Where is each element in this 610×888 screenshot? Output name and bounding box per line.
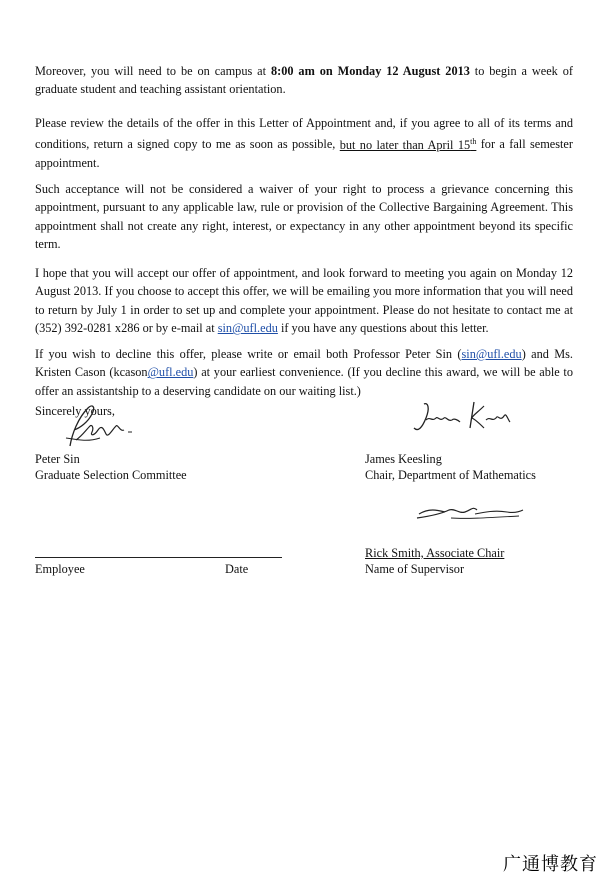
- paragraph-decline: [35, 345, 573, 400]
- email-link-sin-2[interactable]: sin@ufl.edu: [461, 347, 522, 361]
- employee-label: Employee: [35, 562, 85, 576]
- p5-text-c: ) at your earliest convenience. (If you decline this award, we will be able to offer an assistantship to a deserving candidate on our waiting list.): [35, 365, 573, 398]
- employee-signature-line: [35, 557, 282, 558]
- p2-text-b: for a fall semester appointment.: [35, 137, 573, 170]
- p5-text-b: ) and Ms. Kristen Cason (kcason: [35, 347, 573, 380]
- p1-bold-date: 8:00 am on Monday 12 August 2013: [270, 64, 470, 78]
- p1-text-b: to begin a week of graduate student and teaching assistant orientation.: [35, 64, 573, 97]
- left-signer-title: Graduate Selection Committee: [35, 468, 187, 482]
- paragraph-review-offer: [35, 114, 573, 172]
- p5-text-a: If you wish to decline this offer, please write or email both Professor Peter Sin (: [35, 347, 462, 361]
- right-signer-name: James Keesling: [365, 452, 442, 466]
- paragraph-orientation: [35, 62, 573, 99]
- p2-deadline: [340, 138, 477, 152]
- signature-peter-sin: [58, 400, 144, 452]
- left-signer-name: Peter Sin: [35, 452, 80, 466]
- p2-deadline-text: but no later than April 15: [339, 137, 471, 152]
- p4-text-b: if you have any questions about this letter.: [277, 321, 489, 336]
- date-label: Date: [225, 562, 249, 576]
- signature-james-keesling: [410, 398, 520, 438]
- email-link-sin[interactable]: sin@ufl.edu: [217, 321, 278, 336]
- p2-deadline-sup: th: [470, 136, 477, 146]
- email-link-cason[interactable]: @ufl.edu: [147, 365, 194, 380]
- paragraph-hope-accept: [35, 264, 573, 338]
- closing: Sincerely yours,: [35, 404, 115, 418]
- p4-text-a: I hope that you will accept our offer of appointment, and look forward to meeting you again on Monday 12 August 2013. If you choose to accept this offer, we will be emailing you more information that you will need to return by July 1 in order to set up and complete your appointment. Please do not hesitate to contact me at (352) 392-0281 x286 or by e-mail at: [35, 266, 573, 336]
- signature-rick-smith: [415, 500, 525, 524]
- supervisor-label: Name of Supervisor: [365, 562, 465, 576]
- p2-text-a: Please review the details of the offer in this Letter of Appointment and, if you agree to all of its terms and conditions, return a signed copy to me as soon as possible,: [35, 116, 573, 152]
- watermark-logo: 广通博教育: [503, 854, 598, 875]
- p3-text: Such acceptance will not be considered a waiver of your right to process a grievance concerning this appointment, pursuant to any applicable law, rule or provision of the Collective Bargaining Agreement. This appointment shall not create any right, interest, or expectancy in any other appointment beyond its specific term.: [35, 182, 573, 252]
- right-signer-title: Chair, Department of Mathematics: [365, 468, 536, 482]
- p1-text-a: Moreover, you will need to be on campus at: [35, 64, 271, 78]
- supervisor-name: Rick Smith, Associate Chair: [365, 546, 505, 560]
- paragraph-acceptance-waiver: [35, 180, 573, 254]
